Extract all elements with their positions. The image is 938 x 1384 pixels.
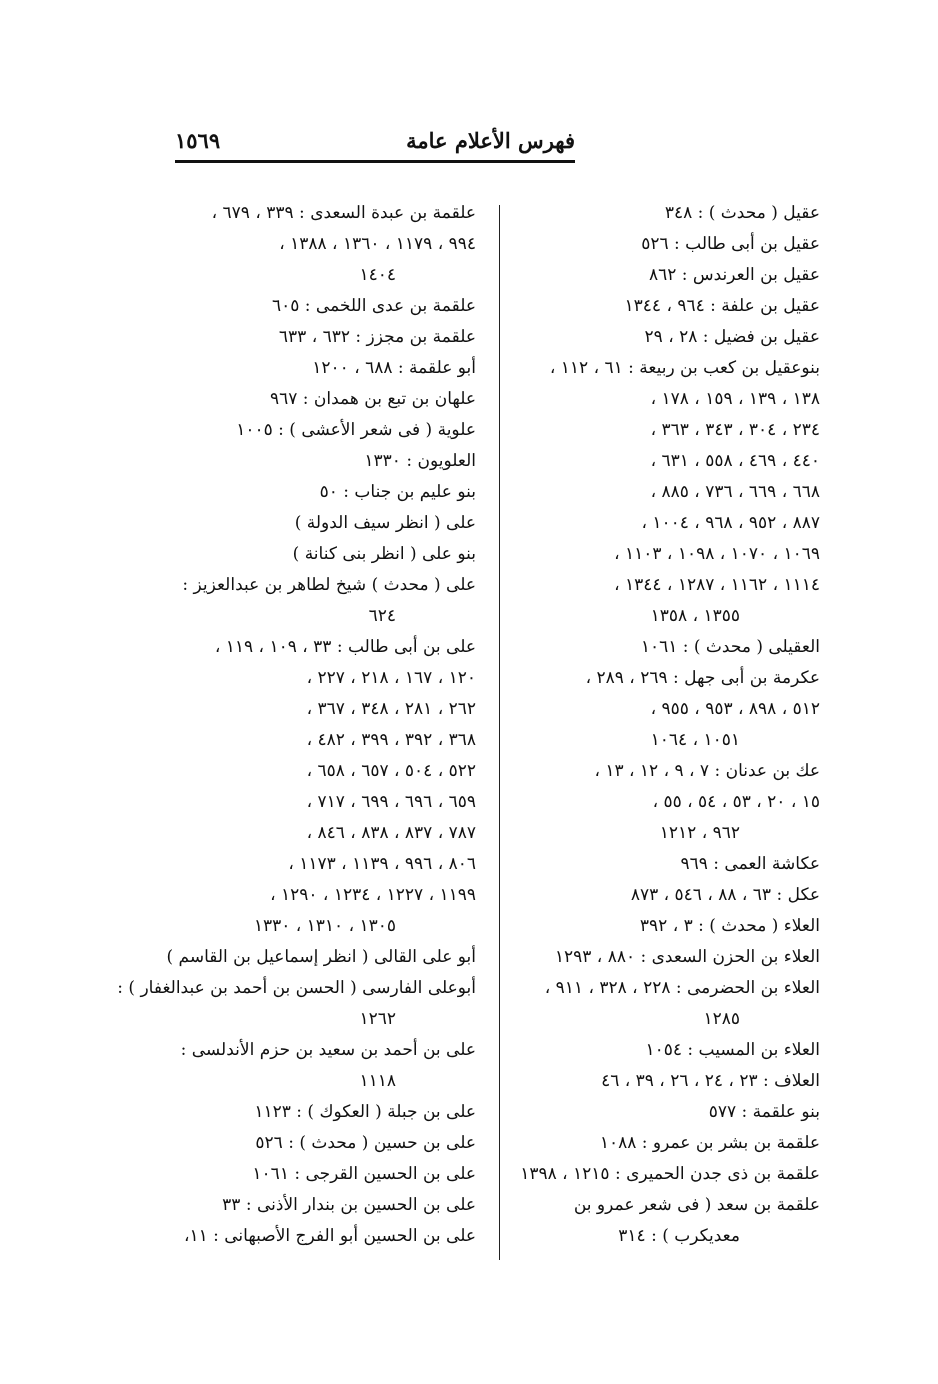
- column-divider: [499, 205, 500, 1260]
- index-entry-line: ١١١٨: [359, 1071, 396, 1091]
- index-entry-line: العلاء بن المسيب : ١٠٥٤: [645, 1040, 820, 1060]
- index-entry-line: علقمة بن عدى اللخمى : ٦٠٥: [271, 296, 476, 316]
- index-entry-line: ١٢٠ ، ١٦٧ ، ٢١٨ ، ٢٢٧ ،: [306, 668, 476, 688]
- index-entry-line: ٩٦٢ ، ١٢١٢: [659, 823, 740, 843]
- index-column-left: [117, 198, 476, 1252]
- index-entry-line: العلويون : ١٣٣٠: [364, 451, 476, 471]
- index-entry-line: ١١٩٩ ، ١٢٢٧ ، ١٢٣٤ ، ١٢٩٠ ،: [270, 885, 476, 905]
- header-rule: [175, 160, 575, 163]
- page-header: [175, 128, 575, 162]
- index-column-right: [520, 198, 820, 1252]
- index-entry-line: بنو علقمة : ٥٧٧: [708, 1102, 820, 1122]
- index-entry-line: عقيل بن فضيل : ٢٨ ، ٢٩: [644, 327, 820, 347]
- index-entry-line: ٣٦٨ ، ٣٩٢ ، ٣٩٩ ، ٤٨٢ ،: [306, 730, 476, 750]
- index-entry-line: عكرمة بن أبى جهل : ٢٦٩ ، ٢٨٩ ،: [585, 668, 820, 688]
- index-entry-line: ٨٠٦ ، ٩٩٦ ، ١١٣٩ ، ١١٧٣ ،: [288, 854, 476, 874]
- index-entry-line: على بن أبى طالب : ٣٣ ، ١٠٩ ، ١١٩ ،: [214, 637, 476, 657]
- index-entry-line: أبو علقمة : ٦٨٨ ، ١٢٠٠: [312, 358, 476, 378]
- page-number: ١٥٦٩: [175, 128, 221, 153]
- index-entry-line: عقيل ( محدث ) : ٣٤٨: [664, 203, 820, 223]
- page-title: فهرس الأعلام عامة: [406, 128, 575, 153]
- index-entry-line: عك بن عدنان : ٧ ، ٩ ، ١٢ ، ١٣ ،: [594, 761, 820, 781]
- index-entry-line: ١٤٠٤: [359, 265, 396, 285]
- index-entry-line: عقيل بن علفة : ٩٦٤ ، ١٣٤٤: [624, 296, 820, 316]
- index-entry-line: على بن الحسين أبو الفرج الأصبهانى : ١١،: [183, 1226, 476, 1246]
- index-entry-line: عقيل بن أبى طالب : ٥٢٦: [641, 234, 820, 254]
- index-entry-line: على بن جبلة ( العكوك ) : ١١٢٣: [254, 1102, 476, 1122]
- index-entry-line: بنو عليم بن جناب : ٥٠: [319, 482, 476, 502]
- index-entry-line: على بن الحسين القرجى : ١٠٦١: [252, 1164, 476, 1184]
- index-entry-line: ٦٢٤: [368, 606, 396, 626]
- index-entry-line: العلاف : ٢٣ ، ٢٤ ، ٢٦ ، ٣٩ ، ٤٦: [601, 1071, 820, 1091]
- index-entry-line: العلاء بن الحزن السعدى : ٨٨٠ ، ١٢٩٣: [554, 947, 820, 967]
- index-entry-line: علقمة بن عبدة السعدى : ٣٣٩ ، ٦٧٩ ،: [211, 203, 476, 223]
- index-entry-line: علقمة بن سعد ( فى شعر عمرو بن: [573, 1195, 820, 1215]
- index-entry-line: ١١١٤ ، ١١٦٢ ، ١٢٨٧ ، ١٣٤٤ ،: [614, 575, 820, 595]
- index-entry-line: ٢٣٤ ، ٣٠٤ ، ٣٤٣ ، ٣٦٣ ،: [650, 420, 820, 440]
- index-entry-line: ٦٥٩ ، ٦٩٦ ، ٦٩٩ ، ٧١٧ ،: [306, 792, 476, 812]
- index-entry-line: ٢٦٢ ، ٢٨١ ، ٣٤٨ ، ٣٦٧ ،: [306, 699, 476, 719]
- index-entry-line: ١٣٥٥ ، ١٣٥٨: [650, 606, 740, 626]
- index-entry-line: عكاشة العمى : ٩٦٩: [680, 854, 820, 874]
- index-entry-line: علوية ( فى شعر الأعشى ) : ١٠٠٥: [236, 420, 476, 440]
- index-entry-line: ٤٤٠ ، ٤٦٩ ، ٥٥٨ ، ٦٣١ ،: [650, 451, 820, 471]
- index-entry-line: على بن حسين ( محدث ) : ٥٢٦: [255, 1133, 476, 1153]
- index-entry-line: ١٣٨ ، ١٣٩ ، ١٥٩ ، ١٧٨ ،: [650, 389, 820, 409]
- index-entry-line: العلاء ( محدث ) : ٣ ، ٣٩٢: [639, 916, 820, 936]
- index-entry-line: ١٢٦٢: [359, 1009, 396, 1029]
- index-entry-line: معديكرب ) : ٣١٤: [618, 1226, 740, 1246]
- index-entry-line: علهان بن تبع بن همدان : ٩٦٧: [269, 389, 476, 409]
- index-entry-line: ٨٨٧ ، ٩٥٢ ، ٩٦٨ ، ١٠٠٤ ،: [641, 513, 820, 533]
- index-entry-line: بنوعقيل بن كعب بن ربيعة : ٦١ ، ١١٢ ،: [549, 358, 820, 378]
- index-entry-line: عقيل بن العرندس : ٨٦٢: [648, 265, 820, 285]
- index-entry-line: أبوعلى الفارسى ( الحسن بن أحمد بن عبدالغفار ) :: [117, 978, 476, 998]
- index-entry-line: ٥٢٢ ، ٥٠٤ ، ٦٥٧ ، ٦٥٨ ،: [306, 761, 476, 781]
- index-entry-line: ١٢٨٥: [703, 1009, 740, 1029]
- index-entry-line: على بن الحسين بن بندار الأذنى : ٣٣: [222, 1195, 476, 1215]
- index-entry-line: ١٥ ، ٢٠ ، ٥٣ ، ٥٤ ، ٥٥ ،: [652, 792, 820, 812]
- index-entry-line: على ( انظر سيف الدولة ): [294, 513, 476, 533]
- index-entry-line: العلاء بن الحضرمى : ٢٢٨ ، ٣٢٨ ، ٩١١ ،: [544, 978, 820, 998]
- index-entry-line: على ( محدث ) شيخ لطاهر بن عبدالعزيز :: [182, 575, 476, 595]
- index-entry-line: ١٣٠٥ ، ١٣١٠ ، ١٣٣٠: [253, 916, 396, 936]
- index-entry-line: ٥١٢ ، ٨٩٨ ، ٩٥٣ ، ٩٥٥ ،: [650, 699, 820, 719]
- index-entry-line: ٦٦٨ ، ٦٦٩ ، ٧٣٦ ، ٨٨٥ ،: [650, 482, 820, 502]
- index-entry-line: ٧٨٧ ، ٨٣٧ ، ٨٣٨ ، ٨٤٦ ،: [306, 823, 476, 843]
- index-entry-line: أبو على القالى ( انظر إسماعيل بن القاسم ): [166, 947, 476, 967]
- index-entry-line: بنو على ( انظر بنى كنانة ): [292, 544, 476, 564]
- index-entry-line: على بن أحمد بن سعيد بن حزم الأندلسى :: [180, 1040, 476, 1060]
- index-entry-line: علقمة بن مجزز : ٦٣٢ ، ٦٣٣: [278, 327, 476, 347]
- index-entry-line: ١٠٦٩ ، ١٠٧٠ ، ١٠٩٨ ، ١١٠٣ ،: [614, 544, 820, 564]
- index-entry-line: علقمة بن ذى جدن الحميرى : ١٢١٥ ، ١٣٩٨: [520, 1164, 820, 1184]
- index-entry-line: ١٠٥١ ، ١٠٦٤: [650, 730, 740, 750]
- index-entry-line: العقيلى ( محدث ) : ١٠٦١: [640, 637, 820, 657]
- index-entry-line: علقمة بن بشر بن عمرو : ١٠٨٨: [599, 1133, 820, 1153]
- index-entry-line: عكل : ٦٣ ، ٨٨ ، ٥٤٦ ، ٨٧٣: [630, 885, 820, 905]
- index-entry-line: ٩٩٤ ، ١١٧٩ ، ١٣٦٠ ، ١٣٨٨ ،: [279, 234, 476, 254]
